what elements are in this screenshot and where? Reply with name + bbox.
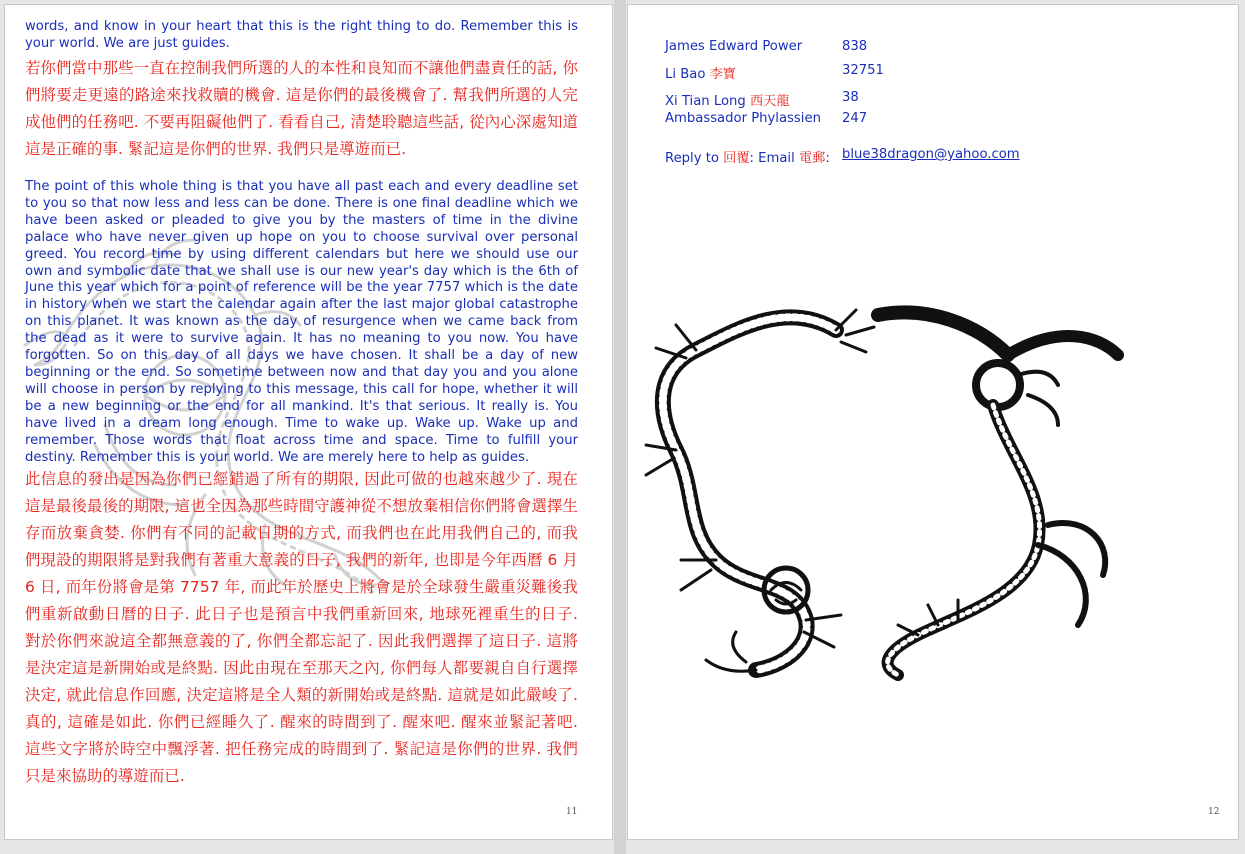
phoenix-illustration (858, 295, 1128, 685)
contact-number: 838 (842, 39, 868, 54)
contact-number: 32751 (842, 63, 884, 78)
contact-number: 38 (842, 90, 859, 105)
paragraph-1-chinese: 若你們當中那些一直在控制我們所選的人的本性和良知而不讓他們盡責任的話, 你們將要走更遠的路途來找救贖的機會. 這是你們的最後機會了. 幫我們所選的人完成他們的任務吧. 不要再阻礙他們了. 看看自己, 清楚聆聽這些話, 從內心深處知道這是正確的事. 緊記這是你們的世界. 我們只是導遊而已. (25, 59, 578, 158)
contact-name: Xi Tian Long 西天龍 (665, 94, 790, 109)
document-page-11 (4, 4, 613, 840)
page-number: 11 (566, 807, 578, 817)
reply-instruction: Reply to 回覆: Email 電郵: (665, 151, 830, 166)
contact-row (665, 39, 1065, 59)
document-page-12 (627, 4, 1239, 840)
contact-row (665, 111, 1065, 131)
contact-row (665, 90, 1065, 110)
page-number: 12 (1208, 807, 1220, 817)
contact-row (665, 63, 1065, 83)
contact-name: Li Bao 李寶 (665, 67, 736, 82)
contact-name: James Edward Power (665, 39, 803, 54)
paragraph-2-chinese: 此信息的發出是因為你們已經錯過了所有的期限, 因此可做的也越來越少了. 現在這是最後最後的期限, 這也全因為那些時間守護神從不想放棄相信你們將會選擇生存而放棄貪婪. 你們有不同的記載日期的方式, 而我們也在此用我們自己的, 而我們現設的期限將是對我們有著重大意義的日子, 我們的新年, 也即是今年西曆 6 月 6 日, 而年份將會是第 7757 年, 而此年於歷史上將會是於全球發生嚴重災難後我們重新啟動日曆的日子. 此日子也是預言中我們重新回來, 地球死裡重生的日子. 對於你們來說這全都無意義的了, 你們全都忘記了. 因此我們選擇了這日子. 這將是決定這是新開始或是終點. 因此由現在至那天之內, 你們每人都要親自自行選擇決定, 就此信息作回應, 決定這將是全人類的新開始或是終點. 這就是如此嚴峻了. 真的, 這確是如此. 你們已經睡久了. 醒來的時間到了. 醒來吧. 醒來並緊記著吧. 這些文字將於時空中飄浮著. 把任務完成的時間到了. 緊記這是你們的世界. 我們只是來協助的導遊而已. (25, 470, 578, 785)
contact-number: 247 (842, 111, 868, 126)
dragon-illustration (636, 290, 876, 680)
page-gutter (614, 0, 626, 854)
paragraph-1-english: words, and know in your heart that this is the right thing to do. Remember this is your world. We are just guides. (25, 19, 578, 51)
paragraph-2-english: The point of this whole thing is that you have all past each and every deadline set to you so that now less and less can be done. There is one final deadline which we have been asked or pleaded to give you by the masters of time in the divine palace who have never given up hope on you to choose survival over personal greed. You record time by using different calendars but here we should use our own and symbolic date that we shall use is our new year's day which is the 6th of June this year which for a point of reference will be the year 7757 which is the date in history when we start the calendar again after the last major global catastrophe on this planet. It was known as the day of resurgence when we came back from the dead as it were to survive again. It has no meaning to you now. You have forgotten. So on this day of all days we have chosen. It shall be a day of new beginning or the end. So sometime between now and that day you and you alone will choose in person by replying to this message, this call for hope, whether it will be a new beginning or the end for all mankind. It's that serious. It really is. You have lived in a dream long enough. Time to wake up. Wake up. Wake up and remember. Those words that float across time and space. Time to fulfill your destiny. Remember this is your world. We are merely here to help as guides. (25, 179, 578, 465)
contact-name: Ambassador Phylassien (665, 111, 821, 126)
email-link[interactable]: blue38dragon@yahoo.com (842, 147, 1020, 162)
